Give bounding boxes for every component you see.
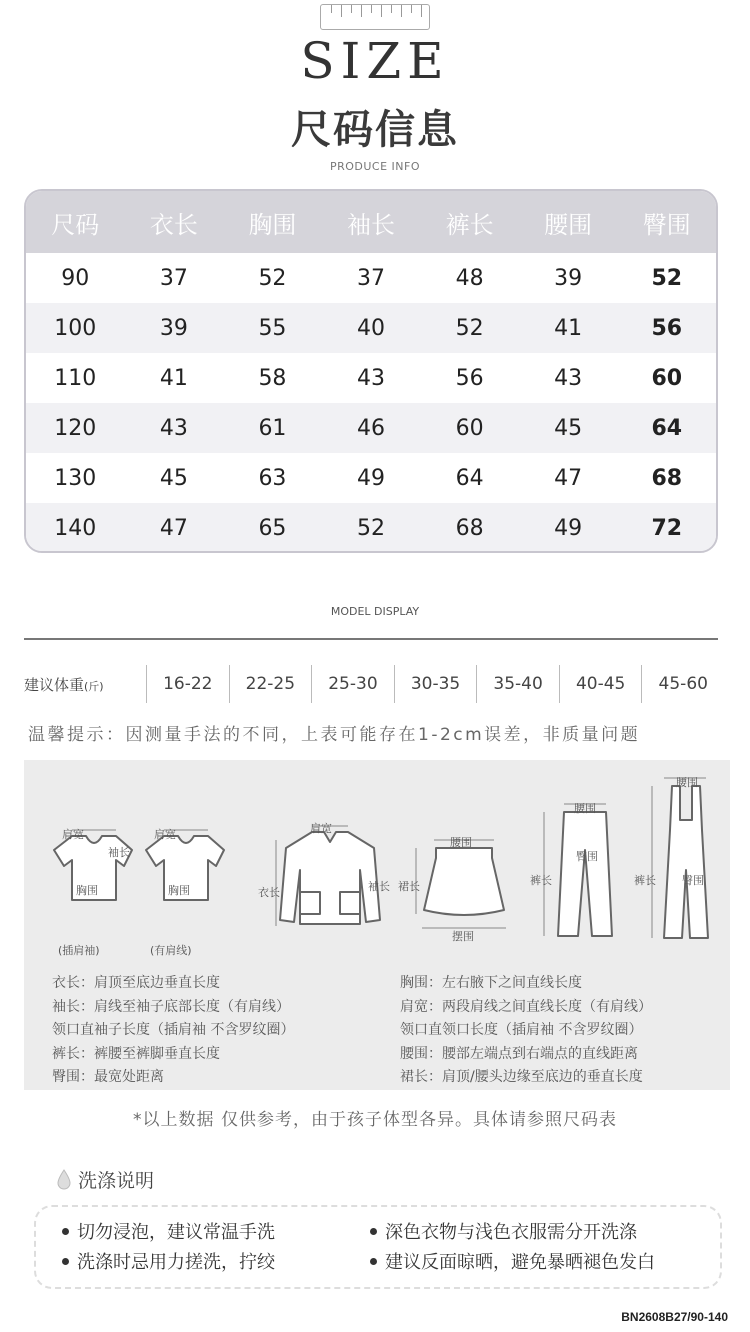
- table-header-row: [26, 191, 716, 253]
- weight-range: 22-25: [229, 665, 312, 703]
- table-cell: 41: [159, 365, 188, 391]
- table-cell: 37: [159, 265, 188, 291]
- column-header: 袖长: [347, 210, 396, 239]
- desc-line: 领口直袖子长度（插肩袖 不含罗纹圈）: [52, 1022, 295, 1038]
- table-cell: 46: [357, 415, 386, 441]
- wash-instruction: [62, 1248, 275, 1274]
- table-cell: 49: [554, 515, 583, 541]
- wash-instruction-text: 建议反面晾晒，避免暴晒褪色发白: [385, 1252, 655, 1273]
- table-cell: 40: [357, 315, 386, 341]
- table-cell: 64: [651, 415, 683, 441]
- water-drop-icon: [56, 1169, 72, 1191]
- hip-label: 臀围: [682, 874, 704, 887]
- shoulder-seam-label: (有肩线): [150, 944, 192, 957]
- column-header: 尺码: [51, 210, 100, 239]
- weight-label: [24, 674, 146, 695]
- table-row: [26, 503, 716, 553]
- table-cell: 43: [159, 415, 188, 441]
- desc-line: 裙长：肩顶/腰头边缘至底边的垂直长度: [400, 1069, 643, 1085]
- pants-icon: [558, 812, 612, 936]
- washing-title: 洗涤说明: [78, 1170, 155, 1192]
- overalls-icon: [664, 786, 708, 938]
- table-cell: 47: [554, 465, 583, 491]
- table-cell: 90: [61, 265, 90, 291]
- wash-instruction: [370, 1218, 637, 1244]
- weight-label-text: 建议体重: [24, 675, 85, 694]
- hip-label: 臀围: [576, 850, 598, 863]
- table-cell: 49: [357, 465, 386, 491]
- table-cell: 39: [159, 315, 188, 341]
- size-chart-table: [24, 189, 718, 553]
- table-cell: 60: [651, 365, 683, 391]
- table-cell: 52: [455, 315, 484, 341]
- pants-length-label: 裤长: [634, 874, 656, 887]
- table-row: [26, 353, 716, 403]
- table-cell: 64: [455, 465, 484, 491]
- column-header: 衣长: [149, 210, 198, 239]
- table-cell: 43: [554, 365, 583, 391]
- shoulder-width-label: 肩宽: [62, 828, 84, 841]
- sleeve-label: 袖长: [108, 846, 130, 859]
- table-cell: 58: [258, 365, 287, 391]
- column-header: 腰围: [544, 210, 593, 239]
- weight-range: 45-60: [641, 665, 724, 703]
- page-title: 尺码信息: [291, 107, 459, 153]
- table-cell: 56: [651, 315, 683, 341]
- desc-line: 袖长：肩线至袖子底部长度（有肩线）: [52, 998, 290, 1015]
- waist-label: 腰围: [574, 802, 596, 815]
- bullet-icon: [370, 1228, 377, 1235]
- product-code: BN2608B27/90-140: [621, 1310, 728, 1324]
- table-cell: 63: [258, 465, 287, 491]
- shoulder-width-label: 肩宽: [154, 828, 176, 841]
- table-row: [26, 303, 716, 353]
- bullet-icon: [62, 1258, 69, 1265]
- shoulder-width-label: 肩宽: [310, 822, 332, 835]
- table-cell: 61: [258, 415, 287, 441]
- table-cell: 120: [54, 415, 97, 441]
- hem-label: 摆围: [452, 930, 474, 943]
- table-cell: 37: [357, 265, 386, 291]
- sleeve-label: 袖长: [368, 880, 390, 893]
- length-label: 衣长: [258, 886, 280, 899]
- jacket-icon: [280, 832, 380, 924]
- measurement-guide-panel: [24, 760, 730, 1090]
- chest-label: 胸围: [168, 884, 190, 897]
- table-cell: 140: [54, 515, 97, 541]
- weight-range: 25-30: [311, 665, 394, 703]
- wash-instruction-text: 切勿浸泡，建议常温手洗: [77, 1222, 275, 1243]
- size-heading: SIZE: [300, 32, 450, 90]
- wash-instruction: [62, 1218, 275, 1244]
- desc-line: 腰围：腰部左端点到右端点的直线距离: [400, 1045, 638, 1062]
- wash-instruction-text: 深色衣物与浅色衣服需分开洗涤: [385, 1222, 637, 1243]
- desc-line: 肩宽：两段肩线之间直线长度（有肩线）: [400, 998, 652, 1015]
- bullet-icon: [370, 1258, 377, 1265]
- weight-range: 16-22: [146, 665, 229, 703]
- table-cell: 45: [554, 415, 583, 441]
- waist-label: 腰围: [450, 836, 472, 849]
- column-header: 胸围: [248, 210, 297, 239]
- wash-instruction: [370, 1248, 655, 1274]
- measure-desc-right: [400, 972, 652, 1090]
- table-cell: 48: [455, 265, 484, 291]
- column-header: 裤长: [445, 210, 494, 239]
- table-row: [26, 453, 716, 503]
- wash-instruction-text: 洗涤时忌用力搓洗，拧绞: [77, 1252, 275, 1273]
- divider: [24, 638, 718, 640]
- table-cell: 68: [455, 515, 484, 541]
- disclaimer: *以上数据 仅供参考，由于孩子体型各异。具体请参照尺码表: [133, 1110, 617, 1130]
- weight-range: 30-35: [394, 665, 477, 703]
- table-row: [26, 403, 716, 453]
- table-cell: 60: [455, 415, 484, 441]
- ruler-icon: [320, 4, 430, 30]
- table-cell: 55: [258, 315, 287, 341]
- page-subtitle: PRODUCE INFO: [329, 160, 421, 173]
- weight-range: 40-45: [559, 665, 642, 703]
- table-cell: 41: [554, 315, 583, 341]
- desc-line: 裤长：裤腰至裤脚垂直长度: [52, 1045, 220, 1062]
- table-cell: 110: [54, 365, 97, 391]
- weight-row: [24, 664, 724, 704]
- skirt-icon: [424, 848, 504, 915]
- table-cell: 56: [455, 365, 484, 391]
- table-row: [26, 253, 716, 303]
- table-cell: 65: [258, 515, 287, 541]
- desc-line: 胸围：左右腋下之间直线长度: [400, 975, 582, 991]
- table-cell: 39: [554, 265, 583, 291]
- table-cell: 52: [651, 265, 683, 291]
- washing-heading: [56, 1166, 154, 1193]
- raglan-label: (插肩袖): [58, 944, 100, 957]
- table-cell: 52: [357, 515, 386, 541]
- model-display-heading: MODEL DISPLAY: [330, 605, 420, 618]
- garment-diagrams: [24, 760, 730, 960]
- table-cell: 47: [159, 515, 188, 541]
- desc-line: 领口直领口长度（插肩袖 不含罗纹圈）: [400, 1022, 643, 1038]
- measure-desc-left: [52, 972, 294, 1090]
- table-cell: 100: [54, 315, 97, 341]
- table-cell: 43: [357, 365, 386, 391]
- table-cell: 130: [54, 465, 97, 491]
- warm-tip: 温馨提示：因测量手法的不同，上表可能存在1-2cm误差，非质量问题: [28, 725, 641, 745]
- desc-line: 臀围：最宽处距离: [52, 1069, 164, 1085]
- weight-unit: (斤): [84, 679, 104, 693]
- skirt-length-label: 裙长: [398, 880, 420, 893]
- pants-length-label: 裤长: [530, 874, 552, 887]
- table-cell: 45: [159, 465, 188, 491]
- desc-line: 衣长：肩顶至底边垂直长度: [52, 975, 220, 991]
- table-cell: 52: [258, 265, 287, 291]
- column-header: 臀围: [642, 210, 691, 239]
- weight-range: 35-40: [476, 665, 559, 703]
- bullet-icon: [62, 1228, 69, 1235]
- chest-label: 胸围: [76, 884, 98, 897]
- table-cell: 72: [651, 515, 683, 541]
- table-cell: 68: [651, 465, 683, 491]
- waist-label: 腰围: [676, 776, 698, 789]
